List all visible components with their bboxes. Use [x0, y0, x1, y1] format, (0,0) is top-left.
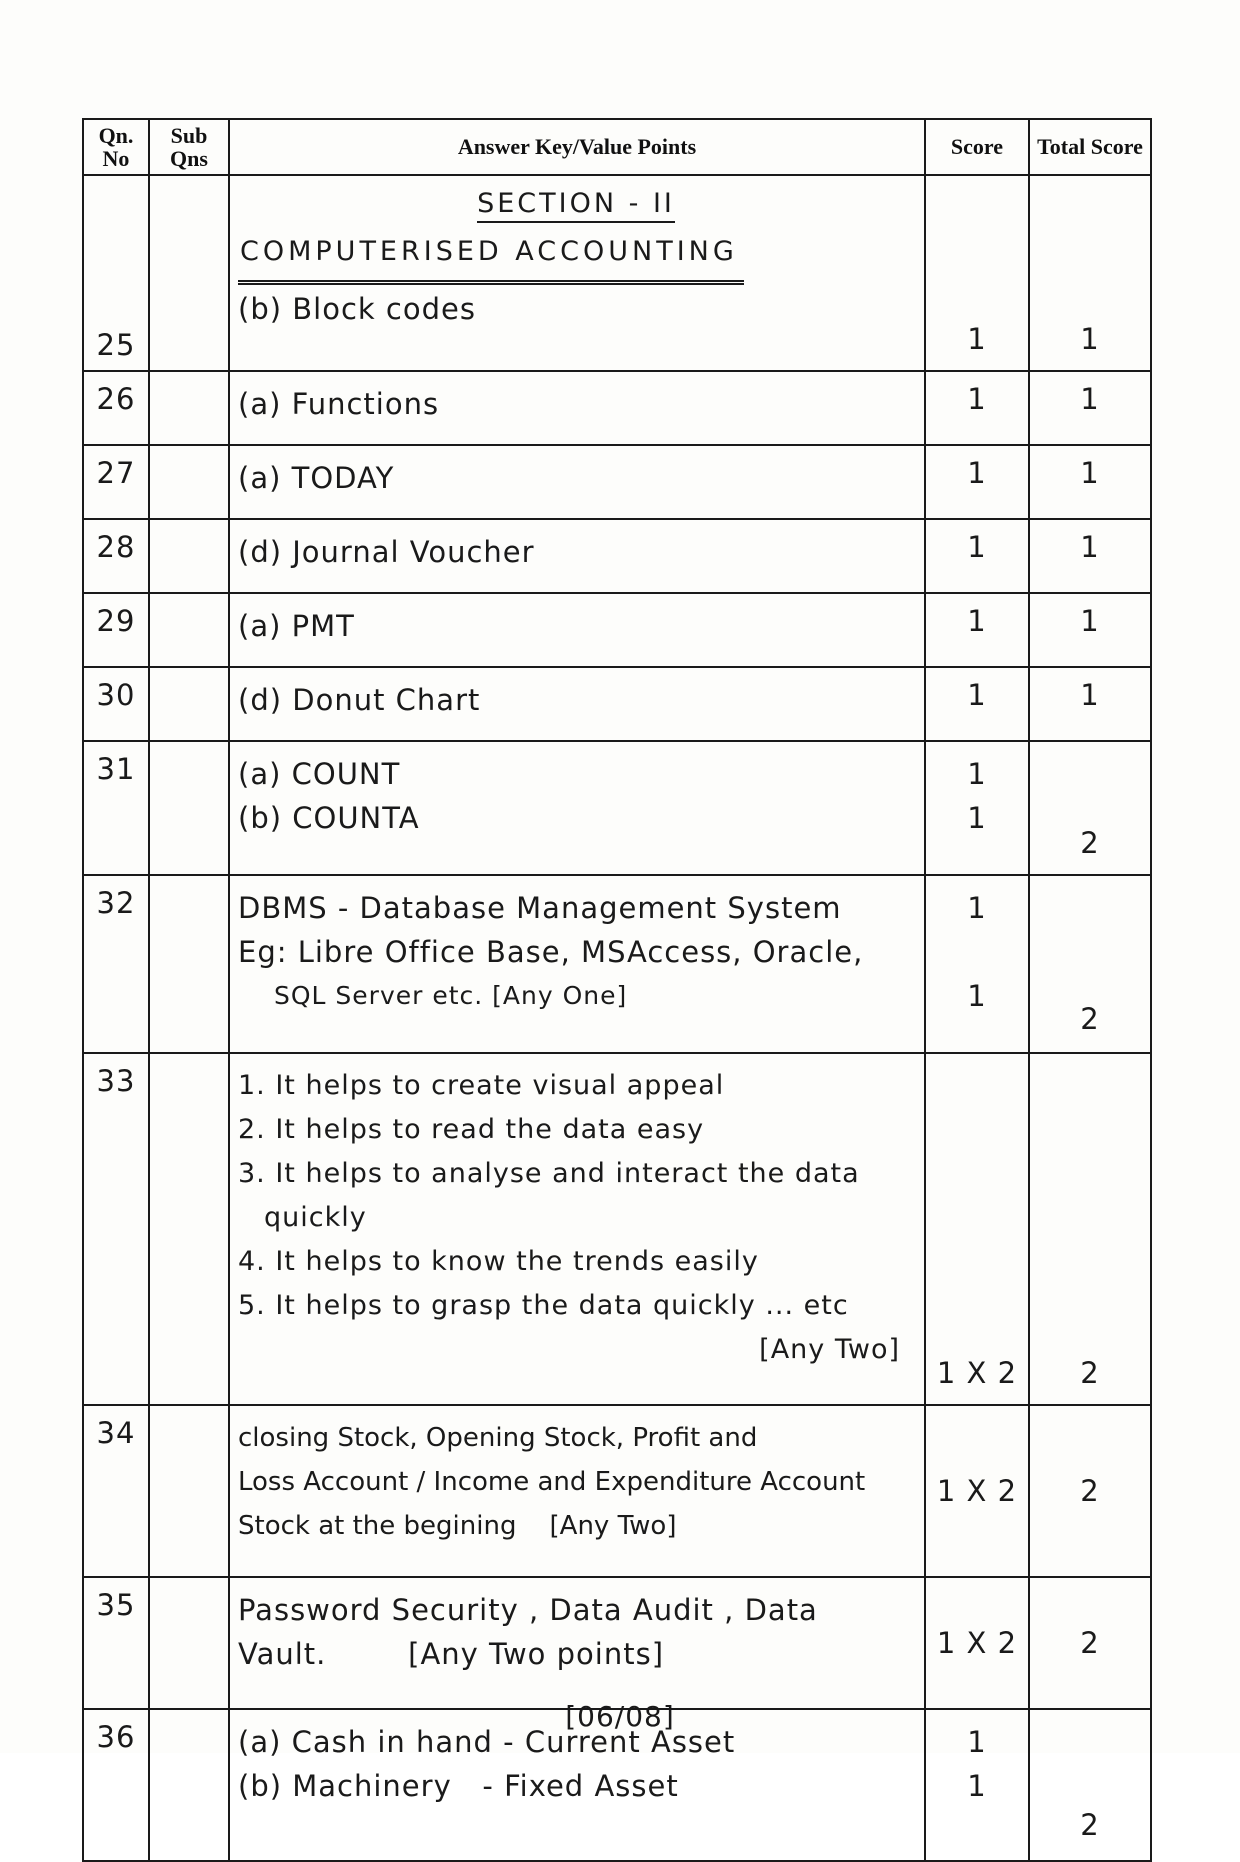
- question-number: 36: [96, 1720, 136, 1754]
- question-number: 27: [96, 456, 136, 490]
- answer-text: (d) Journal Voucher: [238, 535, 535, 569]
- table-row-35: [83, 1577, 1151, 1709]
- sub-question-cell: [149, 593, 229, 667]
- answer-text: 5. It helps to grasp the data quickly ... etc: [238, 1290, 849, 1321]
- answer-text: Stock at the begining [Any Two]: [238, 1511, 677, 1541]
- total-score-value: 1: [1080, 322, 1100, 356]
- answer-text: 2. It helps to read the data easy: [238, 1114, 705, 1145]
- table-header-row: [83, 119, 1151, 175]
- score-value: 1: [967, 757, 987, 791]
- total-score-value: 1: [1080, 382, 1100, 416]
- total-score-value: 1: [1080, 456, 1100, 490]
- answer-text: SQL Server etc. [Any One]: [274, 981, 628, 1010]
- header-total-score: Total Score: [1029, 119, 1151, 175]
- score-value: 1: [967, 1725, 987, 1759]
- score-value: 1 X 2: [936, 1626, 1018, 1660]
- question-number: 29: [96, 604, 136, 638]
- header-score: Score: [925, 119, 1029, 175]
- answer-text: Loss Account / Income and Expenditure Account: [238, 1467, 866, 1497]
- sub-question-cell: [149, 371, 229, 445]
- score-value: 1: [967, 1769, 987, 1803]
- sub-question-cell: [149, 667, 229, 741]
- answer-text: (d) Donut Chart: [238, 683, 481, 717]
- answer-text: (a) COUNT: [238, 757, 401, 791]
- answer-text: 1. It helps to create visual appeal: [238, 1070, 725, 1101]
- sub-question-cell: [149, 1053, 229, 1405]
- total-score-value: 2: [1080, 1002, 1100, 1036]
- sub-question-cell: [149, 875, 229, 1053]
- score-value: 1: [967, 322, 987, 356]
- table-row-33: [83, 1053, 1151, 1405]
- header-answer-key: Answer Key/Value Points: [229, 119, 925, 175]
- score-value: 1: [967, 801, 987, 835]
- answer-text: (b) Block codes: [238, 292, 476, 326]
- table-row-34: [83, 1405, 1151, 1577]
- total-score-value: 2: [1080, 826, 1100, 860]
- header-sub-qns: Sub Qns: [149, 119, 229, 175]
- section-title: SECTION - II: [238, 182, 914, 226]
- answer-text: Password Security , Data Audit , Data: [238, 1593, 818, 1627]
- answer-text: 3. It helps to analyse and interact the data: [238, 1158, 860, 1189]
- answer-text: (b) Machinery - Fixed Asset: [238, 1769, 679, 1803]
- score-value: 1: [967, 678, 987, 712]
- answer-text: 4. It helps to know the trends easily: [238, 1246, 759, 1277]
- page-number: [06/08]: [565, 1700, 675, 1733]
- total-score-value: 1: [1080, 530, 1100, 564]
- total-score-value: 1: [1080, 678, 1100, 712]
- answer-text: DBMS - Database Management System: [238, 891, 842, 925]
- question-number: 31: [96, 752, 136, 786]
- table-row-31: [83, 741, 1151, 875]
- answer-text: Eg: Libre Office Base, MSAccess, Oracle,: [238, 935, 864, 969]
- answer-text: (a) Cash in hand - Current Asset: [238, 1725, 736, 1759]
- header-qn-no: Qn. No: [83, 119, 149, 175]
- question-number: 25: [96, 328, 136, 362]
- sub-question-cell: [149, 519, 229, 593]
- score-value: 1 X 2: [936, 1474, 1018, 1508]
- answer-text: [Any Two]: [759, 1334, 900, 1365]
- question-number: 33: [96, 1064, 136, 1098]
- answer-text: (a) PMT: [238, 609, 355, 643]
- score-value: 1 X 2: [936, 1356, 1018, 1390]
- sub-question-cell: [149, 175, 229, 371]
- table-row-30: [83, 667, 1151, 741]
- sub-question-cell: [149, 1405, 229, 1577]
- score-value: 1: [967, 604, 987, 638]
- total-score-value: 2: [1080, 1808, 1100, 1842]
- sub-question-cell: [149, 741, 229, 875]
- table-row-26: [83, 371, 1151, 445]
- sub-question-cell: [149, 445, 229, 519]
- answer-text: (a) Functions: [238, 387, 440, 421]
- question-number: 26: [96, 382, 136, 416]
- table-row-25: [83, 175, 1151, 371]
- answer-text: Vault. [Any Two points]: [238, 1637, 665, 1671]
- question-number: 34: [96, 1416, 136, 1450]
- table-row-32: [83, 875, 1151, 1053]
- answer-text: quickly: [264, 1202, 367, 1233]
- score-value: 1: [967, 891, 987, 925]
- answer-text: (b) COUNTA: [238, 801, 420, 835]
- score-value: 1: [967, 456, 987, 490]
- question-number: 30: [96, 678, 136, 712]
- section-subtitle: COMPUTERISED ACCOUNTING: [238, 226, 914, 278]
- question-number: 35: [96, 1588, 136, 1622]
- question-number: 32: [96, 886, 136, 920]
- total-score-value: 1: [1080, 604, 1100, 638]
- table-row-27: [83, 445, 1151, 519]
- answer-key-table: [82, 118, 1152, 1862]
- total-score-value: 2: [1080, 1626, 1100, 1660]
- sub-question-cell: [149, 1577, 229, 1709]
- table-row-28: [83, 519, 1151, 593]
- total-score-value: 2: [1080, 1356, 1100, 1390]
- question-number: 28: [96, 530, 136, 564]
- answer-text: (a) TODAY: [238, 461, 395, 495]
- score-value: 1: [967, 382, 987, 416]
- table-row-29: [83, 593, 1151, 667]
- answer-text: closing Stock, Opening Stock, Profit and: [238, 1423, 758, 1453]
- total-score-value: 2: [1080, 1474, 1100, 1508]
- score-value: 1: [967, 530, 987, 564]
- score-value: 1: [967, 979, 987, 1013]
